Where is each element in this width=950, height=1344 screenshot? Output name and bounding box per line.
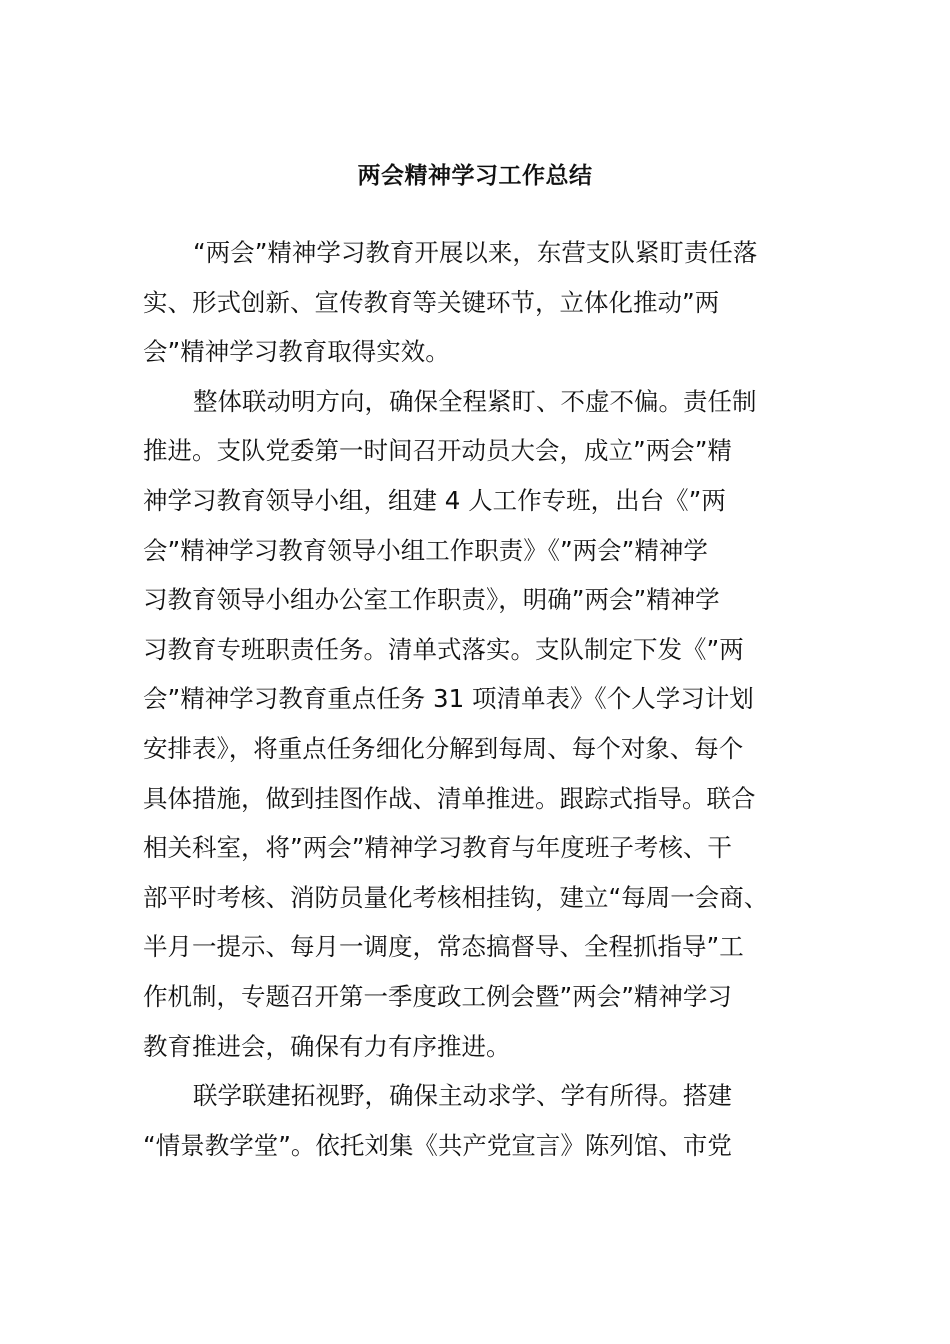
text-line: 实、形式创新、宣传教育等关键环节，立体化推动”两 bbox=[143, 287, 720, 317]
text-line: 推进。支队党委第一时间召开动员大会，成立”两会”精 bbox=[143, 436, 732, 466]
text-line: 半月一提示、每月一调度，常态搞督导、全程抓指导”工 bbox=[143, 932, 744, 962]
text-line: 安排表》，将重点任务细化分解到每周、每个对象、每个 bbox=[143, 733, 744, 763]
text-line: 会”精神学习教育领导小组工作职责》《”两会”精神学 bbox=[143, 535, 708, 565]
text-line: 教育推进会，确保有力有序推进。 bbox=[143, 1031, 511, 1061]
text-line: 作机制，专题召开第一季度政工例会暨”两会”精神学习 bbox=[143, 981, 732, 1011]
text-line: 习教育专班职责任务。清单式落实。支队制定下发《”两 bbox=[143, 634, 744, 664]
text-line: 神学习教育领导小组，组建 4 人工作专班，出台《”两 bbox=[143, 485, 726, 515]
text-line: 相关科室，将”两会”精神学习教育与年度班子考核、干 bbox=[143, 833, 732, 863]
text-line: 联学联建拓视野，确保主动求学、学有所得。搭建 bbox=[193, 1081, 732, 1111]
text-line: 具体措施，做到挂图作战、清单推进。跟踪式指导。联合 bbox=[143, 783, 756, 813]
text-line: 会”精神学习教育取得实效。 bbox=[143, 337, 450, 367]
document-body bbox=[143, 228, 808, 1170]
text-line: “情景教学堂”。依托刘集《共产党宣言》陈列馆、市党 bbox=[143, 1130, 732, 1160]
text-line: 习教育领导小组办公室工作职责》，明确”两会”精神学 bbox=[143, 585, 720, 615]
text-line: 会”精神学习教育重点任务 31 项清单表》《个人学习计划 bbox=[143, 684, 754, 714]
document-title: 两会精神学习工作总结 bbox=[357, 163, 593, 189]
text-line: 整体联动明方向，确保全程紧盯、不虚不偏。责任制 bbox=[193, 386, 757, 416]
text-line: “两会”精神学习教育开展以来，东营支队紧盯责任落 bbox=[193, 238, 758, 267]
text-line: 部平时考核、消防员量化考核相挂钩，建立“每周一会商、 bbox=[143, 882, 769, 912]
